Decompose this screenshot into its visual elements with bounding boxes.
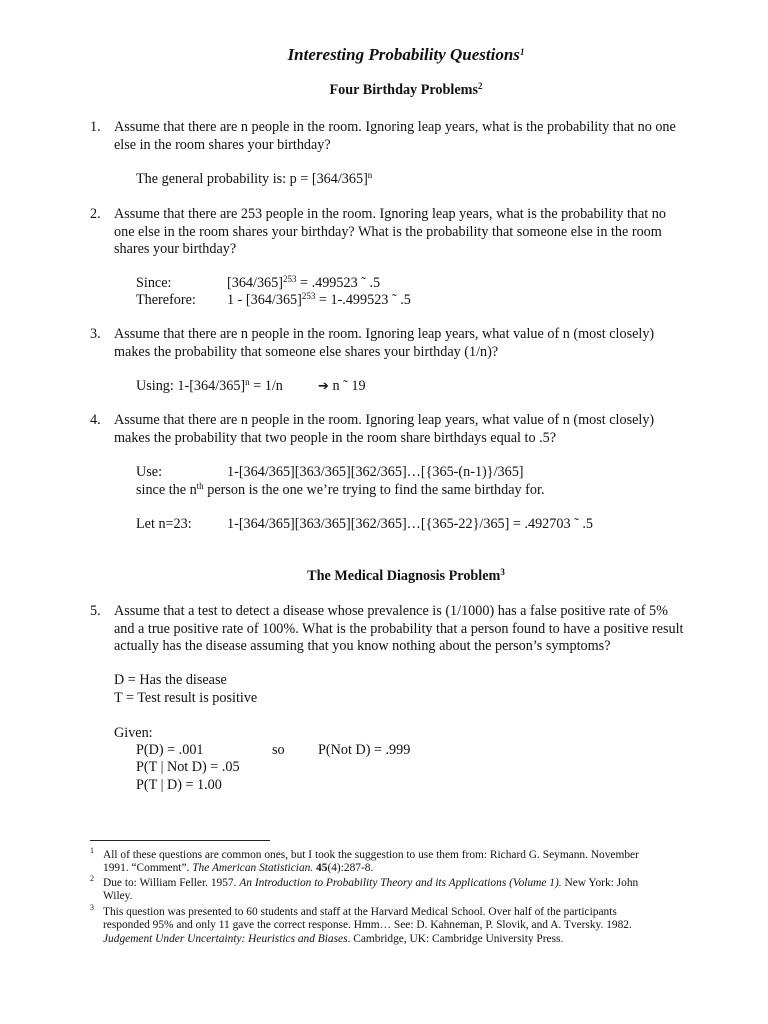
using-expression [136,378,283,396]
question-line: shares your birthday? [114,241,237,258]
exponent: n [367,170,373,180]
question-line: else in the room shares your birthday? [114,136,331,153]
exponent: n [245,377,250,387]
question-line: Assume that there are n people in the room. Ignoring leap years, what value of n (most closely) [114,412,655,428]
use-expression: 1-[364/365][363/365][362/365]…[{365-(n-1)}/365] [227,464,524,480]
expr-text: [364/365] [227,275,283,291]
question-line: makes the probability that two people in the room share birthdays equal to .5? [114,429,557,446]
question-3-text [114,326,726,361]
footnote-line: responded 95% and only 11 gave the correct response. Hmm… See: D. Kahneman, P. Slovik, and A. Tversky. 1982. [103,919,632,932]
section-footnote-ref: 2 [477,81,483,91]
expr-text: person is the one we’re trying to find the same birthday for. [203,482,545,498]
question-line: one else in the room shares your birthday? What is the probability that someone else in the room [114,223,662,240]
fn-text: . Cambridge, UK: Cambridge University Press. [347,932,564,945]
title-footnote-ref: 1 [519,47,525,57]
definition-d: D = Has the disease [114,672,227,688]
fn-text: 1991. “Comment”. [103,862,193,875]
prob-not-d: P(Not D) = .999 [318,742,411,758]
superscript: th [196,481,204,491]
section-heading-text: The Medical Diagnosis Problem [307,568,501,584]
page-title [0,46,768,64]
section-heading-birthday [0,82,768,100]
footnote-3-number: 3 [90,903,94,912]
use-label: Use: [136,464,163,480]
footnote-line [103,862,743,875]
footnote-line: Wiley. [103,890,133,903]
exponent: 253 [301,291,316,301]
question-line: makes the probability that someone else shares your birthday (1/n)? [114,343,499,360]
given-label: Given: [114,725,153,741]
fn-text: New York: John [561,877,639,889]
footnote-line: This question was presented to 60 students and staff at the Harvard Medical School. Over half of the participants [103,906,617,918]
footnote-2-number: 2 [90,874,94,883]
question-number: 4. [90,412,101,428]
question-4-text [114,412,726,447]
book-title: An Introduction to Probability Theory and its Applications (Volume 1). [239,877,562,889]
expr-text: Using: 1-[364/365] [136,378,246,394]
question-line: Assume that there are 253 people in the room. Ignoring leap years, what is the probability that no [114,206,666,222]
footnote-divider [90,840,270,841]
therefore-expression [227,292,411,310]
title-text: Interesting Probability Questions [287,45,520,64]
section-heading-text: Four Birthday Problems [329,82,478,98]
since-label: Since: [136,275,172,291]
section-footnote-ref: 3 [500,567,505,577]
footnote-line [103,933,743,946]
since-nth-line [136,482,545,500]
footnote-2 [103,877,743,904]
expr-text: = .499523 ˜ .5 [296,275,381,291]
book-title: Judgement Under Uncertainty: Heuristics and Biases [103,932,348,945]
journal-title: The American Statistician. [192,862,314,875]
footnote-1-number: 1 [90,846,94,855]
footnote-3 [103,906,743,946]
volume-number: 45 [316,862,328,875]
using-result [318,378,366,396]
question-line: Assume that there are n people in the room. Ignoring leap years, what is the probability that no one [114,119,676,135]
so-text: so [272,742,285,758]
prob-d: P(D) = .001 [136,742,204,758]
since-expression [227,275,380,293]
question-number: 2. [90,206,101,222]
expr-text: 1 - [364/365] [227,292,302,308]
fn-text: Due to: William Feller. 1957. [103,877,240,889]
question-line: actually has the disease assuming that you know nothing about the person’s symptoms? [114,638,611,655]
expr-text: = 1/n [249,378,283,394]
footnote-line: All of these questions are common ones, but I took the suggestion to use them from: Richard G. Seymann. November [103,849,639,861]
right-arrow-icon: ➔ [318,379,329,394]
question-line: and a true positive rate of 100%. What is the probability that a person found to have a positive result [114,620,684,637]
footnote-1 [103,849,743,876]
expr-text: since the n [136,482,197,498]
question-1-answer [136,171,372,189]
therefore-label: Therefore: [136,292,196,308]
question-number: 1. [90,119,101,135]
exponent: 253 [282,274,297,284]
question-number: 3. [90,326,101,342]
fn-text: (4):287-8. [327,862,374,875]
expr-text: = 1-.499523 ˜ .5 [315,292,411,308]
let-expression: 1-[364/365][363/365][362/365]…[{365-22}/365] = .492703 ˜ .5 [227,516,594,532]
question-5-text [114,603,754,656]
prob-t-given-d: P(T | D) = 1.00 [136,777,222,793]
section-heading-medical [0,568,768,586]
question-number: 5. [90,603,101,619]
question-line: Assume that there are n people in the room. Ignoring leap years, what value of n (most closely) [114,326,655,342]
question-1-text [114,119,726,154]
answer-text: The general probability is: p = [364/365] [136,171,368,187]
question-2-text [114,206,726,259]
result-text: n ˜ 19 [332,378,366,394]
definition-t: T = Test result is positive [114,690,258,706]
let-label: Let n=23: [136,516,192,532]
question-line: Assume that a test to detect a disease whose prevalence is (1/1000) has a false positive rate of 5% [114,603,668,619]
prob-t-given-not-d: P(T | Not D) = .05 [136,759,240,775]
footnote-line [103,877,743,890]
